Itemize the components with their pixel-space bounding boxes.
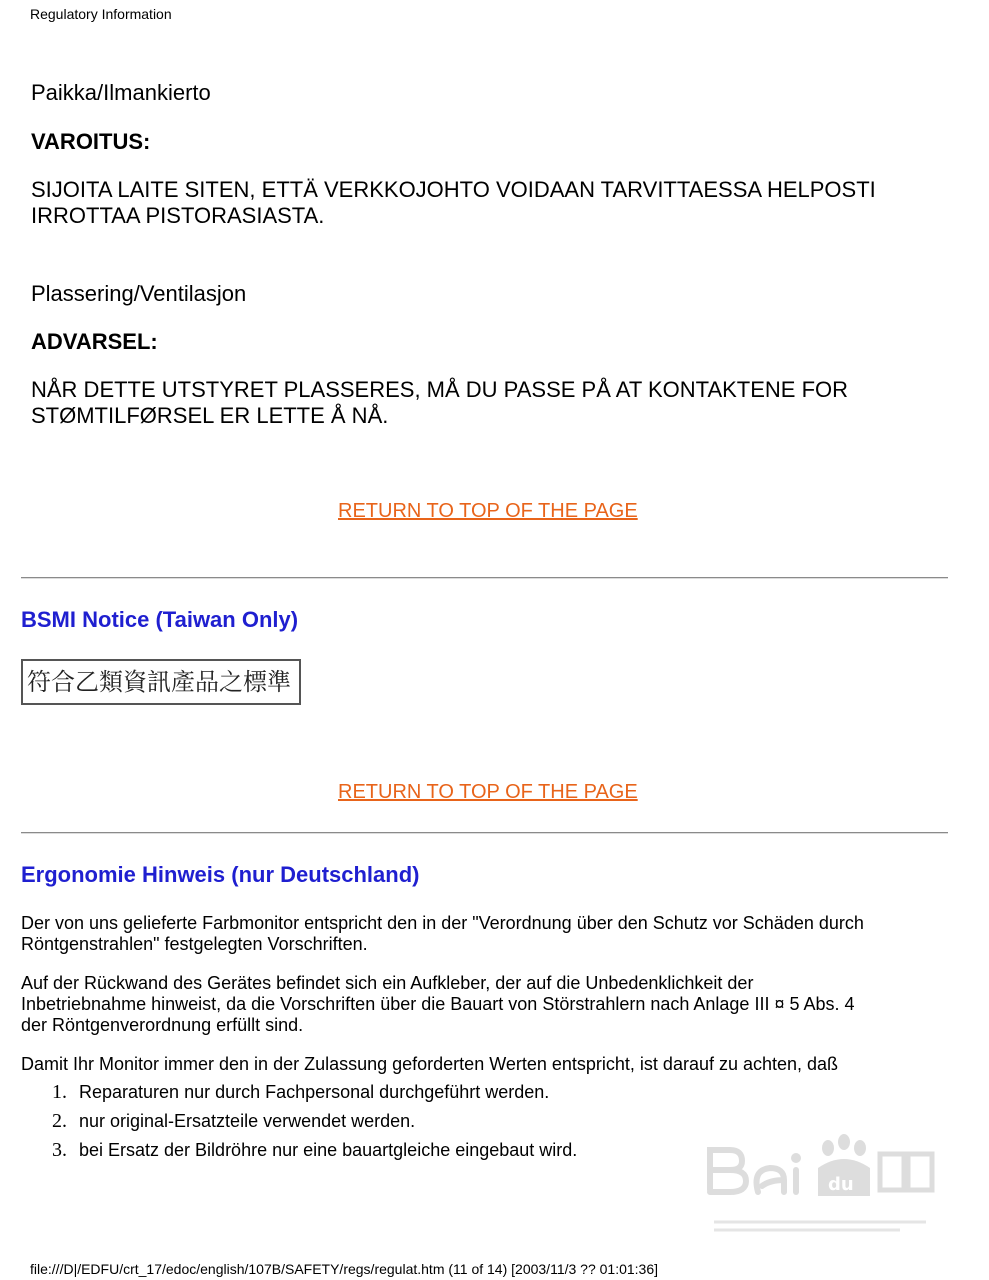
norwegian-heading: Plassering/Ventilasjon xyxy=(31,281,247,306)
ergonomie-paragraph-2-line-1: Auf der Rückwand des Gerätes befindet sich ein Aufkleber, der auf die Unbedenklichkeit der xyxy=(21,973,754,993)
list-item-number: 3. xyxy=(52,1139,67,1161)
list-item xyxy=(52,1139,577,1162)
finnish-heading: Paikka/Ilmankierto xyxy=(31,80,211,105)
list-item-text: nur original-Ersatzteile verwendet werden. xyxy=(79,1111,416,1131)
ergonomie-paragraph-1-line-1: Der von uns gelieferte Farbmonitor entspricht den in der "Verordnung über den Schutz vor Schäden durch xyxy=(21,913,864,933)
bsmi-label-text: 符合乙類資訊產品之標準 xyxy=(27,668,291,696)
list-item-number: 1. xyxy=(52,1081,67,1103)
norwegian-warning-line-1: NÅR DETTE UTSTYRET PLASSERES, MÅ DU PASSE PÅ AT KONTAKTENE FOR xyxy=(31,377,849,402)
finnish-warning-line-1: SIJOITA LAITE SITEN, ETTÄ VERKKOJOHTO VOIDAAN TARVITTAESSA HELPOSTI xyxy=(31,177,876,202)
list-item xyxy=(52,1110,415,1133)
ergonomie-paragraph-3: Damit Ihr Monitor immer den in der Zulassung geforderten Werten entspricht, ist darauf zu achten, daß xyxy=(21,1054,839,1074)
finnish-warning-line-2: IRROTTAA PISTORASIASTA. xyxy=(31,203,325,228)
list-item xyxy=(52,1081,549,1104)
bsmi-label-image xyxy=(21,659,301,705)
return-to-top-link[interactable]: RETURN TO TOP OF THE PAGE xyxy=(338,781,638,803)
ergonomie-paragraph-2-line-3: der Röntgenverordnung erfüllt sind. xyxy=(21,1015,304,1035)
svg-text:du: du xyxy=(828,1174,854,1195)
list-item-number: 2. xyxy=(52,1110,67,1132)
divider xyxy=(21,577,948,579)
norwegian-warning-label: ADVARSEL: xyxy=(31,329,158,354)
list-item-text: Reparaturen nur durch Fachpersonal durchgeführt werden. xyxy=(79,1082,550,1102)
list-item-text: bei Ersatz der Bildröhre nur eine bauartgleiche eingebaut wird. xyxy=(79,1140,578,1160)
ergonomie-paragraph-1-line-2: Röntgenstrahlen" festgelegten Vorschriften. xyxy=(21,934,368,954)
return-to-top-link[interactable]: RETURN TO TOP OF THE PAGE xyxy=(338,500,638,522)
norwegian-warning-line-2: STØMTILFØRSEL ER LETTE Å NÅ. xyxy=(31,403,389,428)
finnish-warning-label: VAROITUS: xyxy=(31,129,151,154)
page-header-title: Regulatory Information xyxy=(30,6,172,22)
bsmi-section-title: BSMI Notice (Taiwan Only) xyxy=(21,607,299,632)
ergonomie-paragraph-2-line-2: Inbetriebnahme hinweist, da die Vorschriften über die Bauart von Störstrahlern nach Anlage III ¤ 5 Abs. 4 xyxy=(21,994,855,1014)
ergonomie-section-title: Ergonomie Hinweis (nur Deutschland) xyxy=(21,862,420,887)
divider xyxy=(21,832,948,834)
baidu-jingyan-watermark-logo xyxy=(700,1130,940,1240)
page-footer-path: file:///D|/EDFU/crt_17/edoc/english/107B/SAFETY/regs/regulat.htm (11 of 14) [2003/11/3 ?? 01:01:36] xyxy=(30,1261,659,1277)
